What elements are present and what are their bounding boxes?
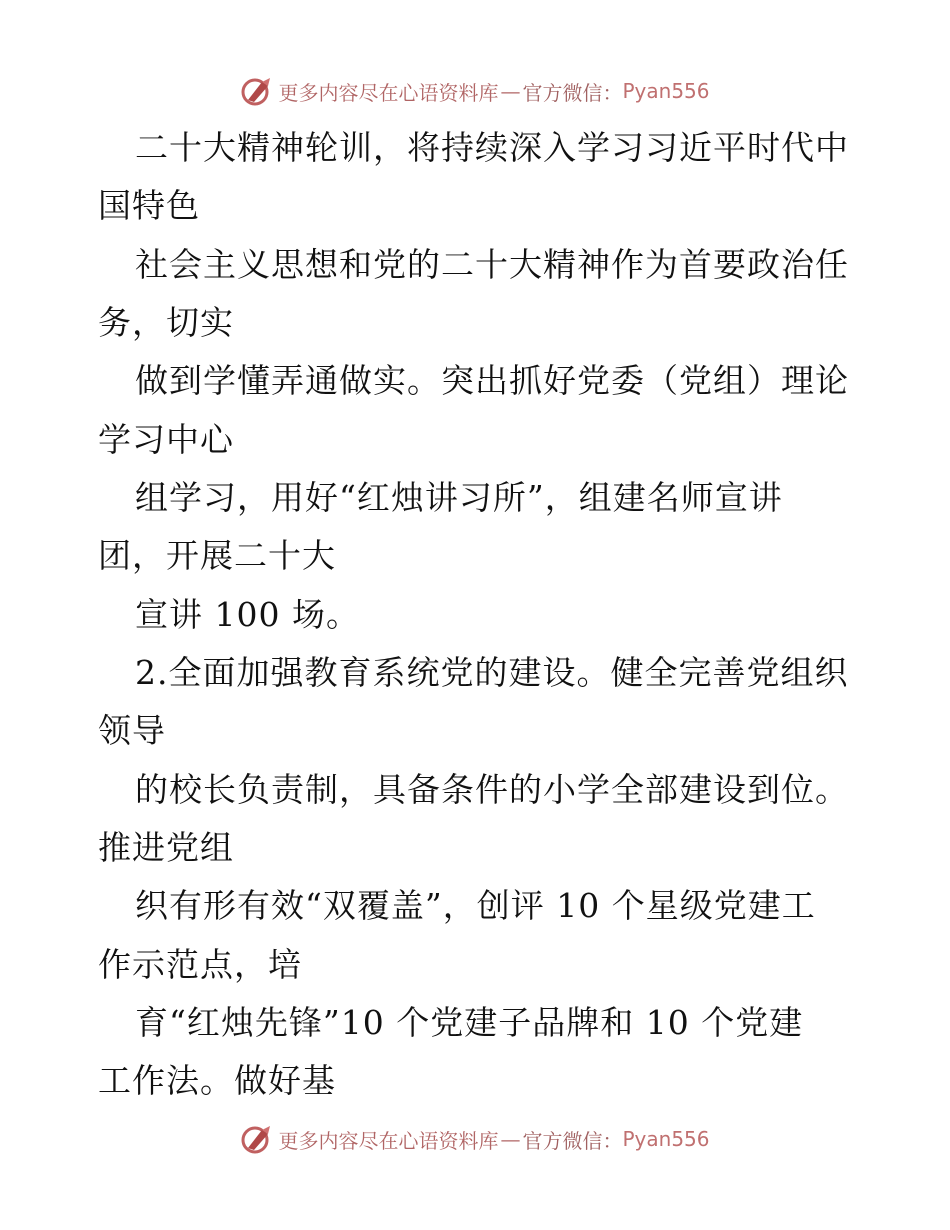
banner-site-text: 更多内容尽在心语资料库 — [278, 1128, 499, 1153]
footer-banner — [0, 1119, 950, 1159]
body-line: 宣讲 100 场。 — [135, 595, 360, 634]
banner-wechat-id: Pyan556 — [622, 79, 710, 103]
banner-wechat-id: Pyan556 — [622, 1127, 710, 1151]
banner-separator: — — [500, 79, 521, 103]
pen-nib-logo-icon — [240, 1122, 274, 1156]
body-line: 工作法。做好基 — [98, 1061, 336, 1100]
body-line: 领导 — [98, 711, 166, 750]
body-line: 团，开展二十大 — [98, 536, 336, 575]
body-line: 做到学懂弄通做实。突出抓好党委（党组）理论 — [135, 361, 849, 400]
body-line: 社会主义思想和党的二十大精神作为首要政治任 — [135, 245, 849, 284]
banner-wechat-label: 官方微信： — [522, 1128, 623, 1153]
body-line: 学习中心 — [98, 420, 234, 459]
body-line: 二十大精神轮训，将持续深入学习习近平时代中 — [135, 128, 849, 167]
pen-nib-logo-icon — [240, 74, 274, 108]
body-line: 的校长负责制，具备条件的小学全部建设到位。 — [135, 770, 849, 809]
body-line: 作示范点，培 — [98, 945, 302, 984]
body-line: 育“红烛先锋”10 个党建子品牌和 10 个党建 — [135, 1003, 804, 1042]
body-line: 织有形有效“双覆盖”，创评 10 个星级党建工 — [135, 886, 816, 925]
document-body — [0, 120, 950, 1110]
body-line: 组学习，用好“红烛讲习所”，组建名师宣讲 — [135, 478, 783, 517]
banner-wechat-label: 官方微信： — [522, 80, 623, 105]
body-line: 推进党组 — [98, 828, 234, 867]
banner-site-text: 更多内容尽在心语资料库 — [278, 80, 499, 105]
body-line: 国特色 — [98, 186, 200, 225]
body-line: 务，切实 — [98, 303, 234, 342]
header-banner — [0, 71, 950, 111]
banner-separator: — — [500, 1127, 521, 1151]
body-line: 2.全面加强教育系统党的建设。健全完善党组织 — [135, 653, 849, 692]
